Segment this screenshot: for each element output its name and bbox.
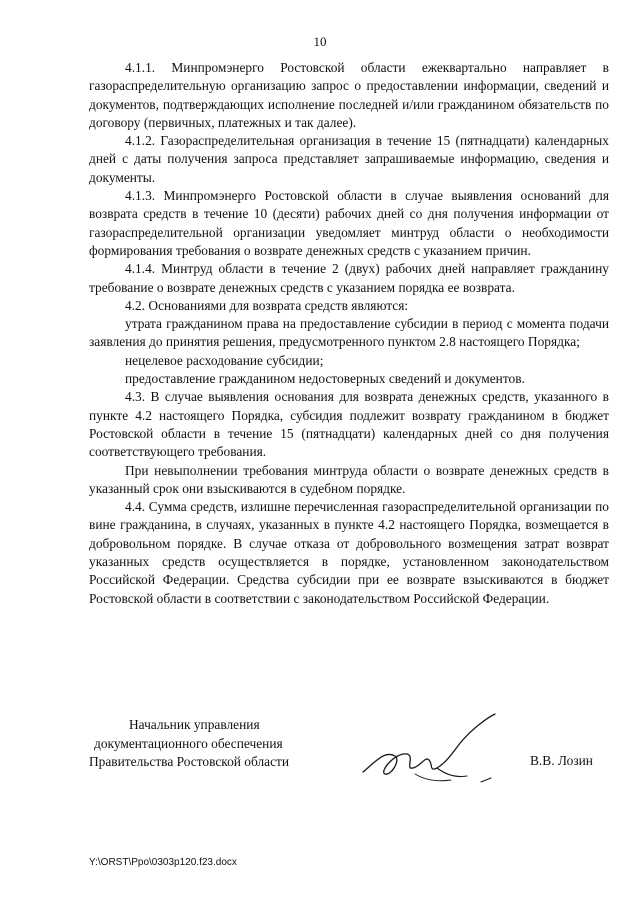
signature-title-block [89,716,289,772]
list-item: предоставление гражданином недостоверных сведений и документов. [125,371,525,387]
file-path: Y:\ORST\Ppo\0303p120.f23.docx [89,857,237,868]
page-number: 10 [313,34,327,49]
list-item: утрата гражданином права на предоставление субсидии в период с момента подачи заявления до принятия решения, предусмотренного пунктом 2.8 настоящего Порядка; [89,316,609,350]
paragraph-4-1-3: 4.1.3. Минпромэнерго Ростовской области в случае выявления оснований для возврата средств в течение 10 (десяти) рабочих дней со дня получения информации от газораспределительной организации уведомляет минтруд области о необходимости формирования требования о возврате денежных средств с указанием причин. [89,188,609,258]
signer-position-line-1: Начальник управления [129,717,260,732]
paragraph-4-1-1: 4.1.1. Минпромэнерго Ростовской области ежеквартально направляет в газораспределительную организацию запрос о предоставлении информации, сведений и документов, подтверждающих исполнение последней и/или гражданином обязательств по договору (первичных, платежных и так далее). [89,60,609,130]
signer-position-line-3: Правительства Ростовской области [89,754,290,769]
list-item: нецелевое расходование субсидии; [125,352,324,368]
document-body [89,59,609,608]
paragraph-4-1-4: 4.1.4. Минтруд области в течение 2 (двух) рабочих дней направляет гражданину требование о возврате денежных средств с указанием порядка ее возврата. [89,261,609,295]
paragraph-4-1-2: 4.1.2. Газораспределительная организация в течение 15 (пятнадцати) календарных дней с даты получения запроса представляет запрашиваемые информацию, сведения и документы. [89,133,609,185]
handwritten-signature [355,712,505,792]
paragraph-4-2: 4.2. Основаниями для возврата средств являются: [125,297,409,313]
paragraph-4-3: 4.3. В случае выявления основания для возврата денежных средств, указанного в пункте 4.2 настоящего Порядка, субсидия подлежит возврату гражданином в бюджет Ростовской области в течение 15 (пятнадцати) календарных дней со дня получения соответствующего требования. [89,389,609,460]
signer-name: В.В. Лозин [530,753,593,768]
paragraph-4-3-cont: При невыполнении требования минтруда области о возврате денежных средств в указанный срок они взыскиваются в судебном порядке. [89,462,609,496]
signer-position-line-2: документационного обеспечения [94,735,283,751]
paragraph-4-4: 4.4. Сумма средств, излишне перечисленная газораспределительной организации по вине гражданина, в случаях, указанных в пункте 4.2 настоящего Порядка, возмещается в добровольном порядке. В случае отказа от добровольного возмещения затрат возврат указанных средств осуществляется в порядке, установленном законодательством Российской Федерации. Средства субсидии при ее возврате взыскиваются в бюджет Ростовской области в соответствии с законодательством Российской Федерации. [89,499,609,606]
